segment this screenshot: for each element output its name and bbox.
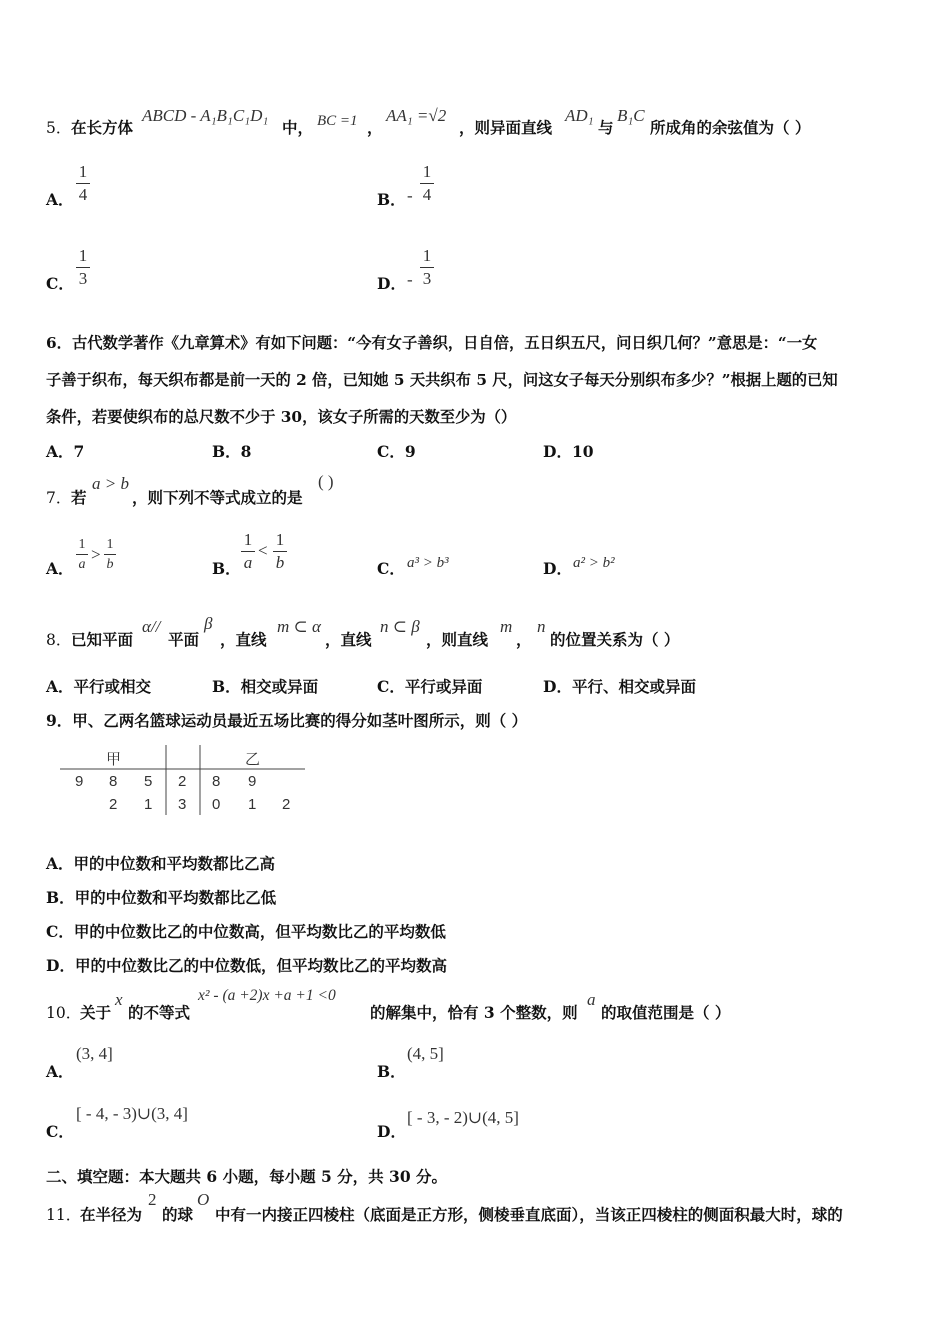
- q8-text-5: ，则直线: [426, 630, 489, 649]
- stem-leaf-cell: 2: [282, 796, 291, 813]
- q8-text-1: 已知平面: [71, 630, 134, 649]
- q5-text-6: 所成角的余弦值为（ ）: [650, 118, 811, 137]
- q7-option-c-label: C．: [377, 559, 405, 578]
- q7-option-b-frac-1: [241, 530, 255, 573]
- stem-leaf-cell: 9: [75, 773, 84, 790]
- q5-number: 5．: [46, 119, 72, 137]
- q6-line-2: 子善于织布，每天织布都是前一天的 2 倍，已知她 5 天共织布 5 尺，问这女子每天分别织布多少？”根据上题的已知: [46, 371, 838, 389]
- q5-option-b-numerator: 1: [422, 162, 432, 181]
- q5-option-d-sign: -: [407, 270, 413, 289]
- q8-text-6: ，: [516, 630, 532, 649]
- q5-option-b-sign: -: [407, 186, 413, 205]
- q11-math-1: 2: [148, 1190, 157, 1209]
- q8-option-c: C．平行或异面: [377, 677, 483, 696]
- q8-option-b: B．相交或异面: [212, 677, 319, 696]
- q5-math-2: BC =1: [317, 113, 358, 129]
- q9-option-b: B．甲的中位数和平均数都比乙低: [46, 888, 277, 907]
- q7-number: 7．: [46, 489, 72, 507]
- q7-option-b-op: <: [258, 541, 268, 560]
- stem-leaf-plot: [60, 745, 305, 815]
- q7-paren: ( ): [318, 472, 334, 491]
- q5-math-1: ABCD - A₁B₁C₁D₁: [142, 106, 269, 125]
- q11-text-2: 的球: [162, 1205, 194, 1224]
- q10-option-d-math: [ - 3, - 2)∪(4, 5]: [407, 1108, 519, 1127]
- q10-text-1: 关于: [80, 1003, 112, 1022]
- q5-option-a-fraction: [76, 162, 90, 205]
- stem-leaf-header-right: 乙: [245, 751, 261, 768]
- q9-option-d: D．甲的中位数比乙的中位数低，但平均数比乙的平均数高: [46, 956, 447, 975]
- q5-option-b-label: B．: [377, 190, 406, 209]
- q10-option-c-math: [ - 4, - 3)∪(3, 4]: [76, 1104, 188, 1123]
- stem-leaf-cell: 8: [212, 773, 221, 790]
- q7-option-a-num-2: 1: [106, 537, 114, 552]
- q10-option-b-math: (4, 5]: [407, 1044, 444, 1063]
- q5-option-b-denominator: 4: [422, 185, 432, 204]
- q7-option-b-frac-2: [273, 530, 287, 573]
- q10-option-a-label: A．: [46, 1062, 74, 1081]
- q8-text-3: ，直线: [220, 630, 267, 649]
- q5-option-a-numerator: 1: [78, 162, 88, 181]
- q9-option-c: C．甲的中位数比乙的中位数高，但平均数比乙的平均数低: [46, 922, 446, 941]
- q10-math-3: a: [587, 990, 596, 1009]
- q5-option-a-denominator: 4: [78, 185, 88, 204]
- q7-option-d-label: D．: [543, 559, 572, 578]
- q5-option-c-denominator: 3: [78, 269, 88, 288]
- q10-option-d-label: D．: [377, 1122, 406, 1141]
- q10-number: 10．: [46, 1004, 82, 1022]
- q6-option-b: B．8: [212, 442, 252, 461]
- q5-text-2: 中，: [282, 118, 314, 137]
- q11-number: 11．: [46, 1206, 82, 1224]
- q5-option-c-numerator: 1: [78, 246, 88, 265]
- q7-text-2: ，则下列不等式成立的是: [132, 488, 303, 507]
- q5-text-1: 在长方体: [71, 118, 134, 137]
- q7-option-b-label: B．: [212, 559, 241, 578]
- q9-text: 9．甲、乙两名篮球运动员最近五场比赛的得分如茎叶图所示，则（ ）: [46, 711, 528, 730]
- q8-number: 8．: [46, 631, 72, 649]
- q8-option-a: A．平行或相交: [46, 677, 152, 696]
- q10-option-a-math: (3, 4]: [76, 1044, 113, 1063]
- stem-leaf-cell: 1: [144, 796, 153, 813]
- q10-math-1: x: [115, 990, 123, 1009]
- q5-math-3: AA₁ =√2: [386, 106, 447, 125]
- stem-leaf-cell: 8: [109, 773, 118, 790]
- q11-text-3: 中有一内接正四棱柱（底面是正方形，侧棱垂直底面），当该正四棱柱的侧面积最大时，球的: [215, 1205, 843, 1224]
- q7-option-a-den-2: b: [106, 557, 114, 572]
- q9-option-a: A．甲的中位数和平均数都比乙高: [46, 854, 276, 873]
- q8-math-6: n: [537, 617, 546, 636]
- q11-text-1: 在半径为: [80, 1205, 143, 1224]
- q10-option-b-label: B．: [377, 1062, 406, 1081]
- q5-option-a-label: A．: [46, 190, 74, 209]
- q8-math-2: β: [204, 614, 213, 633]
- q7-option-d-math: a² > b²: [573, 555, 615, 571]
- stem-leaf-cell: 0: [212, 796, 221, 813]
- q7-option-b-den-2: b: [275, 553, 285, 572]
- q10-math-2: x² - (a +2)x +a +1 <0: [198, 987, 336, 1004]
- stem-leaf-stem: 3: [178, 796, 187, 813]
- q5-math-4: AD₁: [565, 106, 594, 125]
- stem-leaf-cell: 1: [248, 796, 257, 813]
- stem-leaf-cell: 9: [248, 773, 257, 790]
- q5-text-3: ，: [367, 118, 383, 137]
- stem-leaf-stem: 2: [178, 773, 187, 790]
- q8-text-7: 的位置关系为（ ）: [550, 630, 680, 649]
- q6-option-c: C．9: [377, 442, 416, 461]
- q8-math-4: n ⊂ β: [380, 617, 420, 636]
- q7-option-b-num-2: 1: [275, 530, 285, 549]
- q5-text-4: ，则异面直线: [459, 118, 553, 137]
- q8-option-d: D．平行、相交或异面: [543, 677, 696, 696]
- stem-leaf-header-left: 甲: [106, 751, 122, 768]
- q10-text-3: 的解集中，恰有 3 个整数，则: [370, 1003, 578, 1022]
- q5-option-d-label: D．: [377, 274, 406, 293]
- q10-option-c-label: C．: [46, 1122, 74, 1141]
- q6-option-a: A．7: [46, 442, 85, 461]
- q7-option-b-den-1: a: [243, 553, 253, 572]
- q11-math-2: O: [197, 1190, 210, 1209]
- q5-text-5: 与: [598, 118, 614, 137]
- q7-option-a-op: >: [91, 545, 101, 564]
- q10-text-4: 的取值范围是（ ）: [601, 1003, 731, 1022]
- q5-option-d-numerator: 1: [422, 246, 432, 265]
- q7-option-a-frac-2: [104, 536, 116, 573]
- q8-text-4: ，直线: [325, 630, 372, 649]
- q8-math-3: m ⊂ α: [277, 617, 321, 636]
- q5-option-d-fraction: [420, 246, 434, 289]
- q7-text-1: 若: [71, 488, 87, 507]
- q6-line-1: 6．古代数学著作《九章算术》有如下问题：“今有女子善织，日自倍，五日织五尺，问日织几何？”意思是：“一女: [46, 334, 818, 352]
- q6-option-d: D．10: [543, 442, 594, 461]
- q5-option-c-fraction: [76, 246, 90, 289]
- q7-option-a-label: A．: [46, 559, 74, 578]
- q8-math-5: m: [500, 617, 513, 636]
- q7-option-a-num-1: 1: [78, 537, 86, 552]
- q5-option-b-fraction: [420, 162, 434, 205]
- q7-option-b-num-1: 1: [243, 530, 253, 549]
- q8-math-1: α//: [142, 617, 161, 636]
- q5-math-5: B₁C: [617, 106, 645, 125]
- q6-line-3: 条件，若要使织布的总尺数不少于 30，该女子所需的天数至少为（）: [46, 408, 517, 426]
- q7-math-1: a > b: [92, 474, 129, 493]
- q7-option-c-math: a³ > b³: [407, 555, 449, 571]
- q8-text-2: 平面: [168, 630, 200, 649]
- q7-option-a-den-1: a: [78, 557, 86, 572]
- stem-leaf-cell: 2: [109, 796, 118, 813]
- stem-leaf-cell: 5: [144, 773, 153, 790]
- q5-option-d-denominator: 3: [422, 269, 432, 288]
- section-heading-fill-in: 二、填空题：本大题共 6 小题，每小题 5 分，共 30 分。: [46, 1167, 448, 1186]
- q5-option-c-label: C．: [46, 274, 74, 293]
- q7-option-a-frac-1: [76, 536, 88, 573]
- q10-text-2: 的不等式: [128, 1003, 191, 1022]
